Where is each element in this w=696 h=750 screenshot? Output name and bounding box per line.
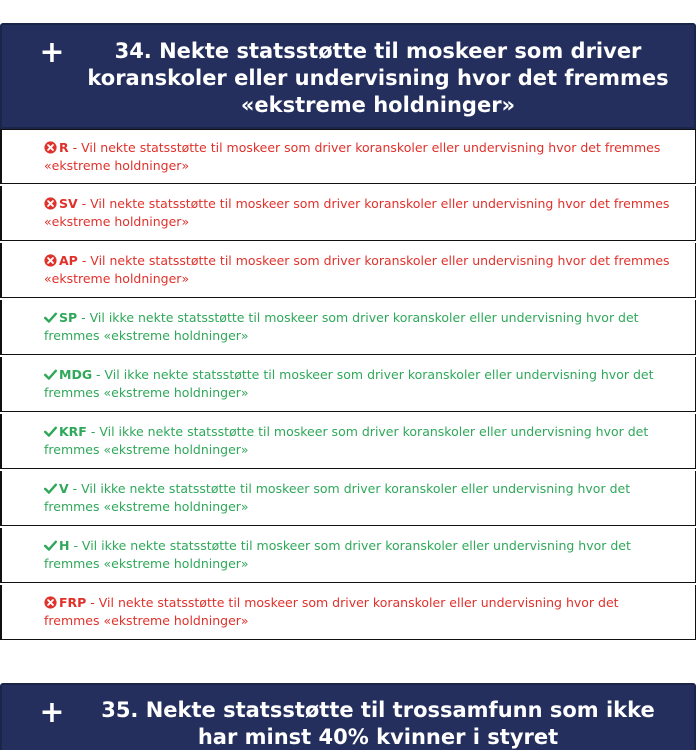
- section-35-header[interactable]: [0, 683, 696, 750]
- section-35-title[interactable]: 35. Nekte statsstøtte til trossamfunn som ikke har minst 40% kvinner i styret: [101, 698, 655, 749]
- party-name: AP: [59, 253, 78, 268]
- x-circle-icon: [44, 596, 57, 609]
- party-row-sp: [0, 300, 696, 355]
- party-row-r: [0, 129, 696, 184]
- stance-text: - Vil ikke nekte statsstøtte til moskeer som driver koranskoler eller undervisning hvor det fremmes «ekstreme holdninger»: [44, 538, 631, 571]
- stance-text: - Vil nekte statsstøtte til moskeer som driver koranskoler eller undervisning hvor det fremmes «ekstreme holdninger»: [44, 253, 670, 286]
- x-circle-icon: [44, 141, 57, 154]
- party-row-ap: [0, 243, 696, 298]
- party-row-krf: [0, 414, 696, 469]
- party-name: SV: [59, 196, 78, 211]
- party-stance-list: [0, 129, 696, 642]
- stance-text: - Vil nekte statsstøtte til moskeer som driver koranskoler eller undervisning hvor det fremmes «ekstreme holdninger»: [44, 196, 670, 229]
- party-row-h: [0, 528, 696, 583]
- plus-icon[interactable]: +: [39, 35, 65, 70]
- stance-text: - Vil ikke nekte statsstøtte til moskeer som driver koranskoler eller undervisning hvor det fremmes «ekstreme holdninger»: [44, 310, 639, 343]
- check-icon: [44, 425, 57, 438]
- stance-text: - Vil ikke nekte statsstøtte til moskeer som driver koranskoler eller undervisning hvor det fremmes «ekstreme holdninger»: [44, 424, 649, 457]
- stance-text: - Vil nekte statsstøtte til moskeer som driver koranskoler eller undervisning hvor det fremmes «ekstreme holdninger»: [44, 140, 661, 173]
- x-circle-icon: [44, 197, 57, 210]
- check-icon: [44, 368, 57, 381]
- section-34-title[interactable]: 34. Nekte statsstøtte til moskeer som driver koranskoler eller undervisning hvor det fremmes «ekstreme holdninger»: [87, 39, 669, 117]
- x-circle-icon: [44, 254, 57, 267]
- party-row-sv: [0, 186, 696, 241]
- check-icon: [44, 482, 57, 495]
- party-name: V: [59, 481, 69, 496]
- party-name: R: [59, 140, 69, 155]
- stance-text: - Vil ikke nekte statsstøtte til moskeer som driver koranskoler eller undervisning hvor det fremmes «ekstreme holdninger»: [44, 481, 631, 514]
- party-row-v: [0, 471, 696, 526]
- stance-text: - Vil ikke nekte statsstøtte til moskeer som driver koranskoler eller undervisning hvor det fremmes «ekstreme holdninger»: [44, 367, 654, 400]
- party-row-mdg: [0, 357, 696, 412]
- party-name: FRP: [59, 595, 87, 610]
- stance-text: - Vil nekte statsstøtte til moskeer som driver koranskoler eller undervisning hvor det fremmes «ekstreme holdninger»: [44, 595, 619, 628]
- section-34-header[interactable]: [0, 23, 696, 129]
- party-row-frp: [0, 585, 696, 640]
- check-icon: [44, 539, 57, 552]
- plus-icon[interactable]: +: [39, 695, 65, 730]
- party-name: KRF: [59, 424, 87, 439]
- party-name: H: [59, 538, 70, 553]
- party-name: SP: [59, 310, 78, 325]
- check-icon: [44, 311, 57, 324]
- party-name: MDG: [59, 367, 93, 382]
